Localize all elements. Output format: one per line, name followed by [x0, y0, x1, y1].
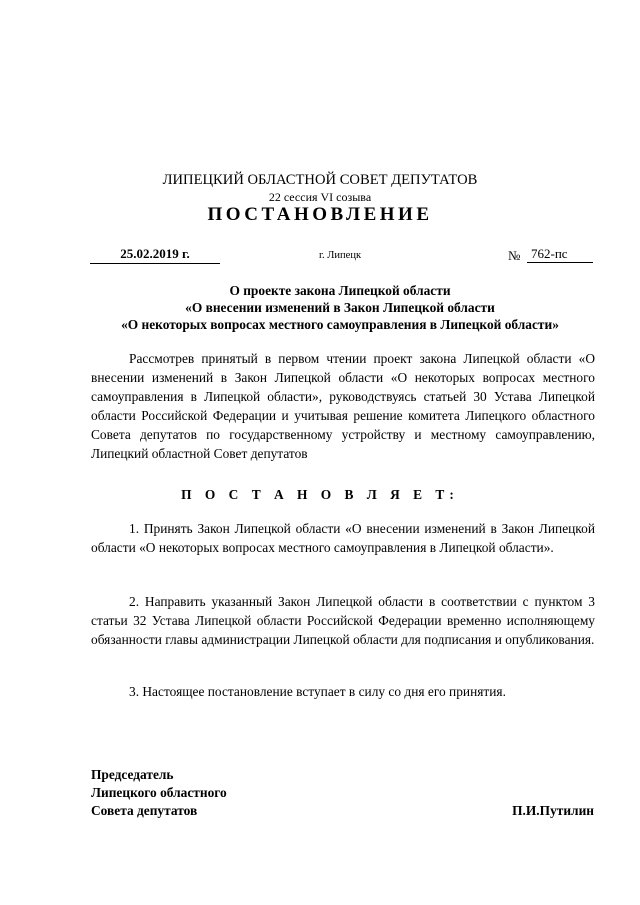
title-line-1: О проекте закона Липецкой области: [229, 283, 451, 298]
title-line-2: «О внесении изменений в Закон Липецкой области: [185, 300, 495, 315]
resolve-heading: П О С Т А Н О В Л Я Е Т:: [181, 487, 459, 502]
document-date: 25.02.2019 г.: [90, 246, 220, 264]
organization-name: ЛИПЕЦКИЙ ОБЛАСТНОЙ СОВЕТ ДЕПУТАТОВ: [162, 172, 478, 188]
document-type: ПОСТАНОВЛЕНИЕ: [207, 204, 433, 225]
title-line-3: «О некоторых вопросах местного самоуправления в Липецкой области»: [121, 317, 559, 332]
session-info: 22 сессия VI созыва: [268, 190, 372, 204]
signature-title-line-3: Совета депутатов: [91, 803, 198, 818]
document-city: г. Липецк: [318, 250, 362, 261]
signature-title-line-2: Липецкого областного: [91, 785, 227, 800]
resolution-item-1: 1. Принять Закон Липецкой области «О внесении изменений в Закон Липецкой области «О некоторых вопросах местного самоуправления в Липецкой области».: [91, 521, 595, 555]
resolution-item-3: 3. Настоящее постановление вступает в силу со дня его принятия.: [129, 684, 506, 699]
signature-title-line-1: Председатель: [91, 767, 174, 782]
number-sign: №: [508, 248, 521, 263]
signer-name: П.И.Путилин: [512, 803, 594, 818]
resolution-item-2: 2. Направить указанный Закон Липецкой области в соответствии с пунктом 3 статьи 32 Устава Липецкой области Российской Федерации временно исполняющему обязанности главы администрации Липецкой области для подписания и опубликования.: [91, 594, 595, 647]
document-number: 762-пс: [527, 246, 593, 263]
intro-paragraph: Рассмотрев принятый в первом чтении проект закона Липецкой области «О внесении изменений в Закон Липецкой области «О некоторых вопросах местного самоуправления в Липецкой области», руководствуясь статьей 30 Устава Липецкой области Российской Федерации и учитывая решение комитета Липецкого областного Совета депутатов по государственному устройству и местному самоуправлению, Липецкий областной Совет депутатов: [91, 351, 595, 461]
